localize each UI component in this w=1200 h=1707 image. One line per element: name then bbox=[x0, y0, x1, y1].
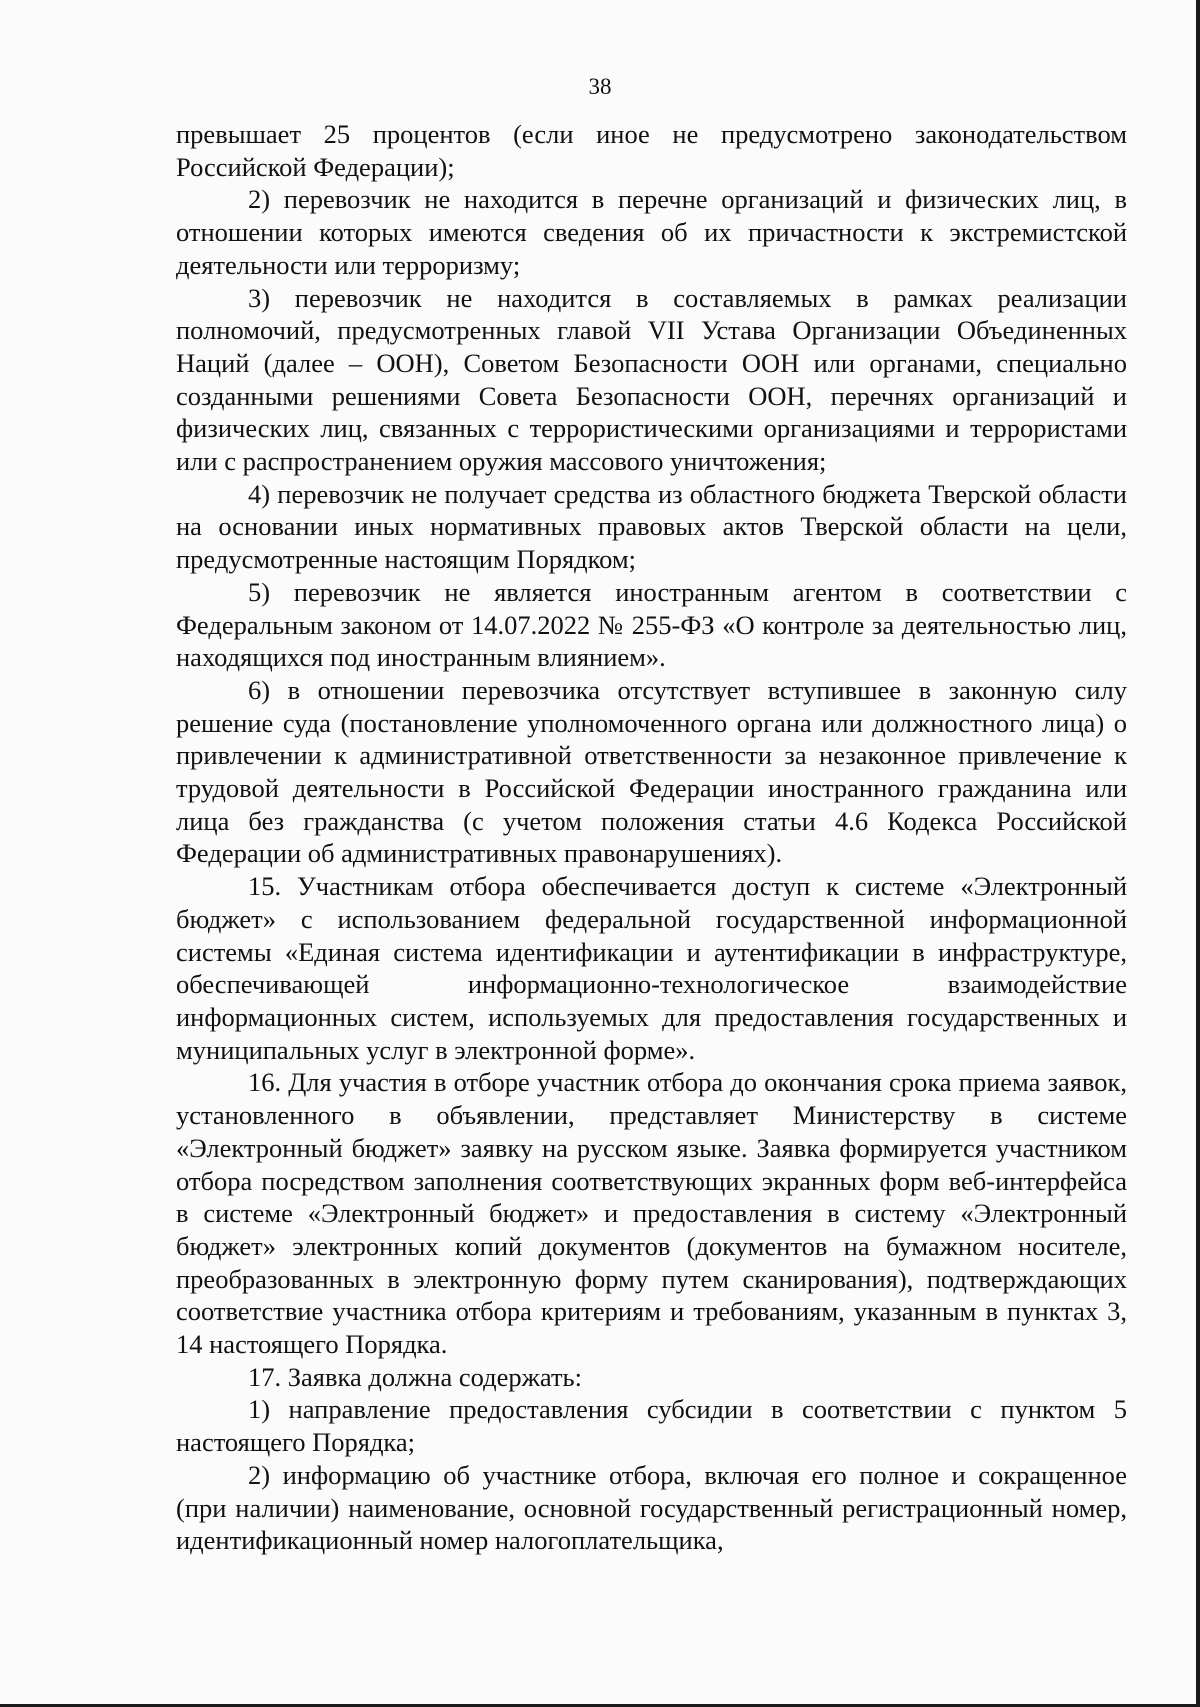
scan-edge-right bbox=[1196, 0, 1200, 1707]
paragraph-item-2: 2) перевозчик не находится в перечне организаций и физических лиц, в отношении которых имеются сведения об их причастности к экстремистской деятельности или терроризму; bbox=[176, 184, 1127, 280]
page-number: 38 bbox=[588, 74, 612, 99]
paragraph-17-item-1: 1) направление предоставления субсидии в соответствии с пунктом 5 настоящего Порядка; bbox=[176, 1394, 1127, 1458]
paragraph-item-5: 5) перевозчик не является иностранным агентом в соответствии с Федеральным законом от 14.07.2022 № 255-ФЗ «О контроле за деятельностью лиц, находящихся под иностранным влиянием». bbox=[176, 576, 1127, 673]
paragraph-17-item-2: 2) информацию об участнике отбора, включая его полное и сокращенное (при наличии) наименование, основной государственный регистрационный номер, идентификационный номер налогоплательщика, bbox=[176, 1459, 1127, 1556]
paragraph-section-16: 16. Для участия в отборе участник отбора до окончания срока приема заявок, установленного в объявлении, представляет Министерству в системе «Электронный бюджет» заявку на русском языке. Заявка формируется участником отбора посредством заполнения соответствующих экранных форм веб-интерфейса в системе «Электронный бюджет» и предоставления в систему «Электронный бюджет» электронных копий документов (документов на бумажном носителе, преобразованных в электронную форму путем сканирования), подтверждающих соответствие участника отбора критериям и требованиям, указанным в пунктах 3, 14 настоящего Порядка. bbox=[176, 1067, 1127, 1360]
paragraph-item-6: 6) в отношении перевозчика отсутствует вступившее в законную силу решение суда (постановление уполномоченного органа или должностного лица) о привлечении к административной ответственности за незаконное привлечение к трудовой деятельности в Российской Федерации иностранного гражданина или лица без гражданства (с учетом положения статьи 4.6 Кодекса Российской Федерации об административных правонарушениях). bbox=[176, 674, 1127, 869]
paragraph-item-4: 4) перевозчик не получает средства из областного бюджета Тверской области на основании иных нормативных правовых актов Тверской области на цели, предусмотренные настоящим Порядком; bbox=[176, 478, 1127, 575]
paragraph-section-15: 15. Участникам отбора обеспечивается доступ к системе «Электронный бюджет» с использованием федеральной государственной информационной системы «Единая система идентификации и аутентификации в инфраструктуре, обеспечивающей информационно-технологическое взаимодействие информационных систем, используемых для предоставления государственных и муниципальных услуг в электронной форме». bbox=[176, 871, 1127, 1065]
document-body bbox=[176, 118, 1127, 1557]
paragraph-continuation: превышает 25 процентов (если иное не предусмотрено законодательством Российской Федерации); bbox=[176, 119, 1127, 182]
paragraph-section-17: 17. Заявка должна содержать: bbox=[248, 1361, 582, 1392]
paragraph-item-3: 3) перевозчик не находится в составляемых в рамках реализации полномочий, предусмотренных главой VII Устава Организации Объединенных Наций (далее – ООН), Советом Безопасности ООН или органами, специально созданными решениями Совета Безопасности ООН, перечнях организаций и физических лиц, связанных с террористическими организациями и террористами или с распространением оружия массового уничтожения; bbox=[176, 282, 1127, 477]
